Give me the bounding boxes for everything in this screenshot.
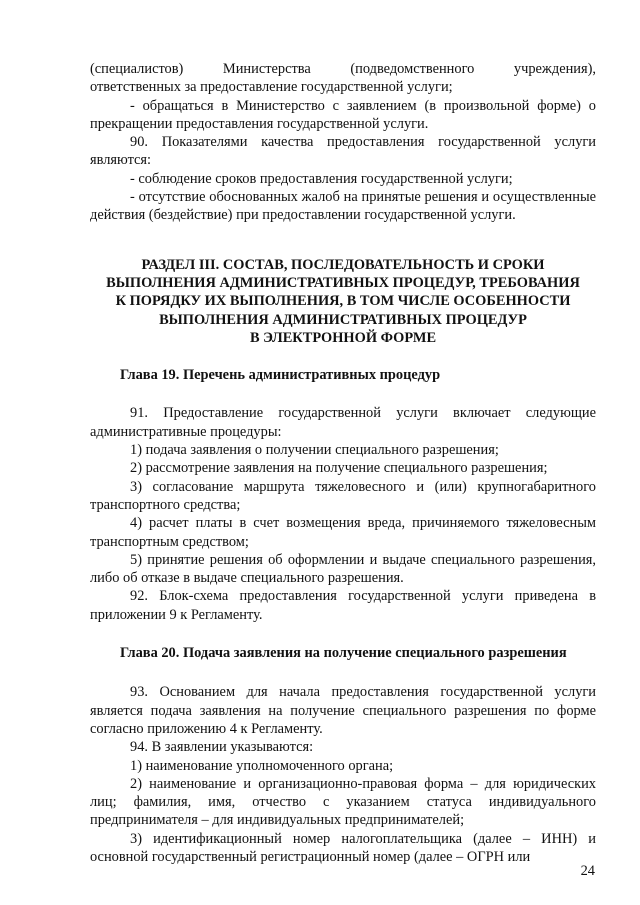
list-item-3: 3) согласование маршрута тяжеловесного и (или) крупногабаритного транспортного средства;: [90, 478, 596, 513]
paragraph-92: 92. Блок-схема предоставления государственной услуги приведена в приложении 9 к Регламенту.: [90, 588, 596, 623]
list-item-4: 4) расчет платы в счет возмещения вреда, причиняемого тяжеловесным транспортным средством;: [90, 515, 596, 550]
document-page: [90, 60, 596, 866]
paragraph-deadlines: - соблюдение сроков предоставления государственной услуги;: [130, 170, 513, 187]
paragraph-91: 91. Предоставление государственной услуги включает следующие административные процедуры:: [90, 405, 596, 440]
paragraph-specialists-rest: ответственных за предоставление государственной услуги;: [90, 79, 453, 96]
list-item-5: 5) принятие решения об оформлении и выдаче специального разрешения, либо об отказе в выдаче специального разрешения.: [90, 551, 596, 587]
paragraph-93: 93. Основанием для начала предоставления государственной услуги является подача заявления на получение специального разрешения по форме согласно приложению 4 к Регламенту.: [90, 684, 596, 737]
paragraph-90: 90. Показателями качества предоставления государственной услуги являются:: [90, 134, 596, 169]
chapter-20-heading: Глава 20. Подача заявления на получение специального разрешения: [120, 645, 567, 662]
list-item-1: 1) подача заявления о получении специального разрешения;: [130, 442, 499, 459]
paragraph-94: 94. В заявлении указываются:: [130, 739, 314, 756]
section-title-line: РАЗДЕЛ III. СОСТАВ, ПОСЛЕДОВАТЕЛЬНОСТЬ И СРОКИ: [141, 256, 545, 273]
section-title-line: ВЫПОЛНЕНИЯ АДМИНИСТРАТИВНЫХ ПРОЦЕДУР, ТРЕБОВАНИЯ: [106, 274, 580, 291]
list-item-2: 2) рассмотрение заявления на получение специального разрешения;: [130, 460, 548, 477]
list-item-2: 2) наименование и организационно-правовая форма – для юридических лиц; фамилия, имя, отчество с указанием статуса индивидуального предпринимателя – для индивидуальных предпринимателей;: [90, 775, 596, 829]
chapter-19-heading: Глава 19. Перечень административных процедур: [120, 367, 441, 384]
section-title-line: К ПОРЯДКУ ИХ ВЫПОЛНЕНИЯ, В ТОМ ЧИСЛЕ ОСОБЕННОСТИ: [115, 293, 571, 310]
paragraph-no-complaints: - отсутствие обоснованных жалоб на принятые решения и осуществленные действия (бездействие) при предоставлении государственной услуги.: [90, 189, 596, 224]
list-item-3: 3) идентификационный номер налогоплательщика (далее – ИНН) и основной государственный регистрационный номер (далее – ОГРН или: [90, 830, 596, 865]
section-title: [90, 256, 596, 347]
section-title-line: ВЫПОЛНЕНИЯ АДМИНИСТРАТИВНЫХ ПРОЦЕДУР: [159, 311, 527, 328]
page-number: 24: [580, 863, 595, 879]
paragraph-specialists-line1: (специалистов) Министерства (подведомственного учреждения),: [90, 61, 596, 77]
list-item-1: 1) наименование уполномоченного органа;: [130, 757, 394, 774]
paragraph-apply-termination: - обращаться в Министерство с заявлением (в произвольной форме) о прекращении предоставления государственной услуги.: [90, 97, 596, 132]
section-title-line: В ЭЛЕКТРОННОЙ ФОРМЕ: [249, 329, 437, 346]
